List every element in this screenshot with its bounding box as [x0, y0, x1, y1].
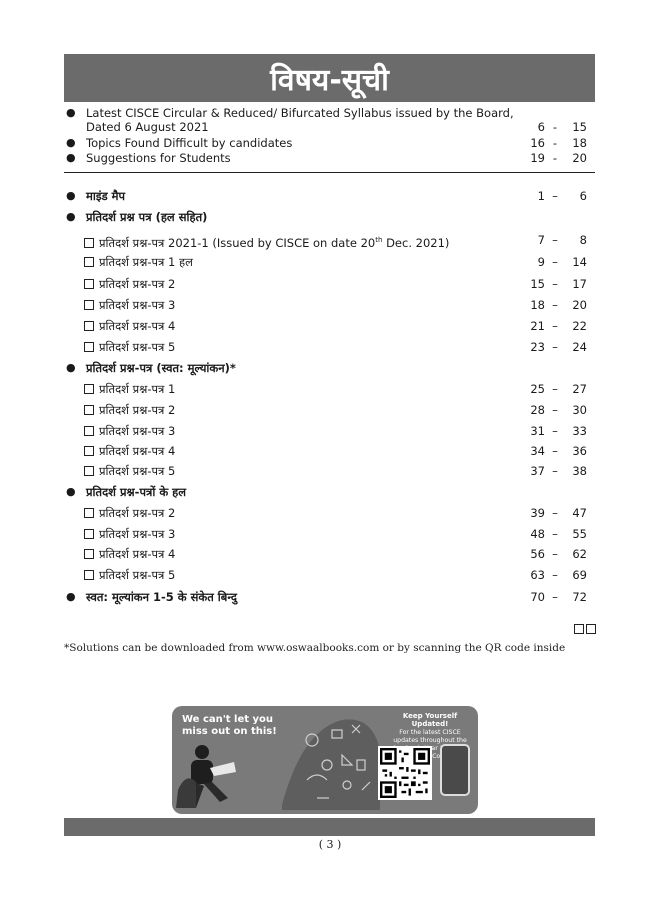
toc-sample-solved: ● प्रतिदर्श प्रश्न पत्र (हल सहित): [66, 210, 208, 224]
page-range: 70 – 72: [530, 590, 587, 604]
bullet-icon: ●: [66, 590, 76, 603]
page-range: 1 – 6: [537, 189, 587, 203]
page-range: 19 - 20: [530, 151, 587, 165]
promo-banner[interactable]: [172, 706, 478, 814]
bullet-icon: ●: [66, 151, 76, 164]
toc-sub-item: प्रतिदर्श प्रश्न-पत्र 1 हल 9 – 14: [64, 254, 595, 270]
page-range: 31 – 33: [530, 424, 587, 438]
toc-sub-item: प्रतिदर्श प्रश्न-पत्र 5 63 – 69: [64, 567, 595, 583]
toc-hints: ● स्वत: मूल्यांकन 1-5 के संकेत बिन्दु 70 – 72: [66, 590, 587, 604]
page-range: 56 – 62: [530, 547, 587, 561]
checkbox-icon: [84, 529, 94, 539]
bullet-icon: ●: [66, 189, 76, 202]
intro-item: ● Latest CISCE Circular & Reduced/ Bifurcated Syllabus issued by the Board, Dated 6 August 2021 6 - 15: [66, 106, 587, 134]
checkbox-icon: [84, 238, 94, 248]
page-range: 37 – 38: [530, 464, 587, 478]
footnote: *Solutions can be downloaded from www.oswaalbooks.com or by scanning the QR code inside: [64, 642, 566, 654]
page-range: 48 – 55: [530, 527, 587, 541]
toc-sub-item: प्रतिदर्श प्रश्न-पत्र 2021-1 (Issued by CISCE on date 20th Dec. 2021) 7 – 8: [64, 232, 595, 248]
page-range: 21 – 22: [530, 319, 587, 333]
checkbox-icon: [84, 570, 94, 580]
banner-left-text: We can't let you miss out on this!: [182, 714, 277, 737]
toc-sub-item: प्रतिदर्श प्रश्न-पत्र 2 39 – 47: [64, 505, 595, 521]
end-marks: [572, 619, 596, 638]
checkbox-icon: [586, 624, 596, 634]
toc-sub-item: प्रतिदर्श प्रश्न-पत्र 2 15 – 17: [64, 276, 595, 292]
header-band: [64, 54, 595, 102]
toc-mind-map: ● माइंड मैप 1 – 6: [66, 189, 587, 203]
page-range: 25 – 27: [530, 382, 587, 396]
checkbox-icon: [84, 257, 94, 267]
checkbox-icon: [574, 624, 584, 634]
intro-item: ● Topics Found Difficult by candidates 16 - 18: [66, 136, 587, 150]
checkbox-icon: [84, 279, 94, 289]
intro-list: [64, 106, 595, 166]
checkbox-icon: [84, 405, 94, 415]
page-range: 7 – 8: [537, 233, 587, 247]
checkbox-icon: [84, 342, 94, 352]
checkbox-icon: [84, 321, 94, 331]
page-range: 9 – 14: [537, 255, 587, 269]
toc-sample-self: ● प्रतिदर्श प्रश्न-पत्र (स्वत: मूल्यांकन)*: [66, 361, 236, 375]
page-title: विषय-सूची: [270, 62, 389, 98]
checkbox-icon: [84, 384, 94, 394]
toc-sub-item: प्रतिदर्श प्रश्न-पत्र 5 37 – 38: [64, 463, 595, 479]
page-range: 39 – 47: [530, 506, 587, 520]
intro-item: ● Suggestions for Students 19 - 20: [66, 151, 587, 165]
checkbox-icon: [84, 549, 94, 559]
page-range: 23 – 24: [530, 340, 587, 354]
page-range: 28 – 30: [530, 403, 587, 417]
checkbox-icon: [84, 508, 94, 518]
toc-sub-item: प्रतिदर्श प्रश्न-पत्र 3 48 – 55: [64, 526, 595, 542]
bullet-icon: ●: [66, 361, 76, 374]
divider: [64, 172, 595, 173]
toc-sub-item: प्रतिदर्श प्रश्न-पत्र 4 56 – 62: [64, 546, 595, 562]
checkbox-icon: [84, 446, 94, 456]
toc-sub-item: प्रतिदर्श प्रश्न-पत्र 1 25 – 27: [64, 381, 595, 397]
toc-sub-item: प्रतिदर्श प्रश्न-पत्र 4 34 – 36: [64, 443, 595, 459]
page-range: 34 – 36: [530, 444, 587, 458]
person-reading-icon: [176, 742, 252, 812]
banner-right-text: Keep Yourself Updated! For the latest CISCE updates throughout the: [393, 712, 467, 744]
toc-sub-item: प्रतिदर्श प्रश्न-पत्र 2 28 – 30: [64, 402, 595, 418]
page-number: ( 3 ): [318, 838, 342, 851]
page-range: 6 - 15: [537, 120, 587, 134]
bullet-icon: ●: [66, 210, 76, 223]
page-range: 63 – 69: [530, 568, 587, 582]
bullet-icon: ●: [66, 106, 76, 119]
checkbox-icon: [84, 466, 94, 476]
toc-sub-item: प्रतिदर्श प्रश्न-पत्र 3 18 – 20: [64, 297, 595, 313]
checkbox-icon: [84, 426, 94, 436]
phone-icon: [440, 744, 470, 796]
qr-code-icon: [380, 748, 430, 798]
page-range: 15 – 17: [530, 277, 587, 291]
qr-code[interactable]: [378, 746, 432, 800]
bullet-icon: ●: [66, 136, 76, 149]
doodle-icons: [272, 710, 382, 810]
toc-sub-item: प्रतिदर्श प्रश्न-पत्र 4 21 – 22: [64, 318, 595, 334]
footer-band: [64, 818, 595, 836]
toc-sample-solutions: ● प्रतिदर्श प्रश्न-पत्रों के हल: [66, 485, 187, 499]
toc-sub-item: प्रतिदर्श प्रश्न-पत्र 5 23 – 24: [64, 339, 595, 355]
page-range: 18 – 20: [530, 298, 587, 312]
bullet-icon: ●: [66, 485, 76, 498]
toc-sub-item: प्रतिदर्श प्रश्न-पत्र 3 31 – 33: [64, 423, 595, 439]
checkbox-icon: [84, 300, 94, 310]
page-range: 16 - 18: [530, 136, 587, 150]
